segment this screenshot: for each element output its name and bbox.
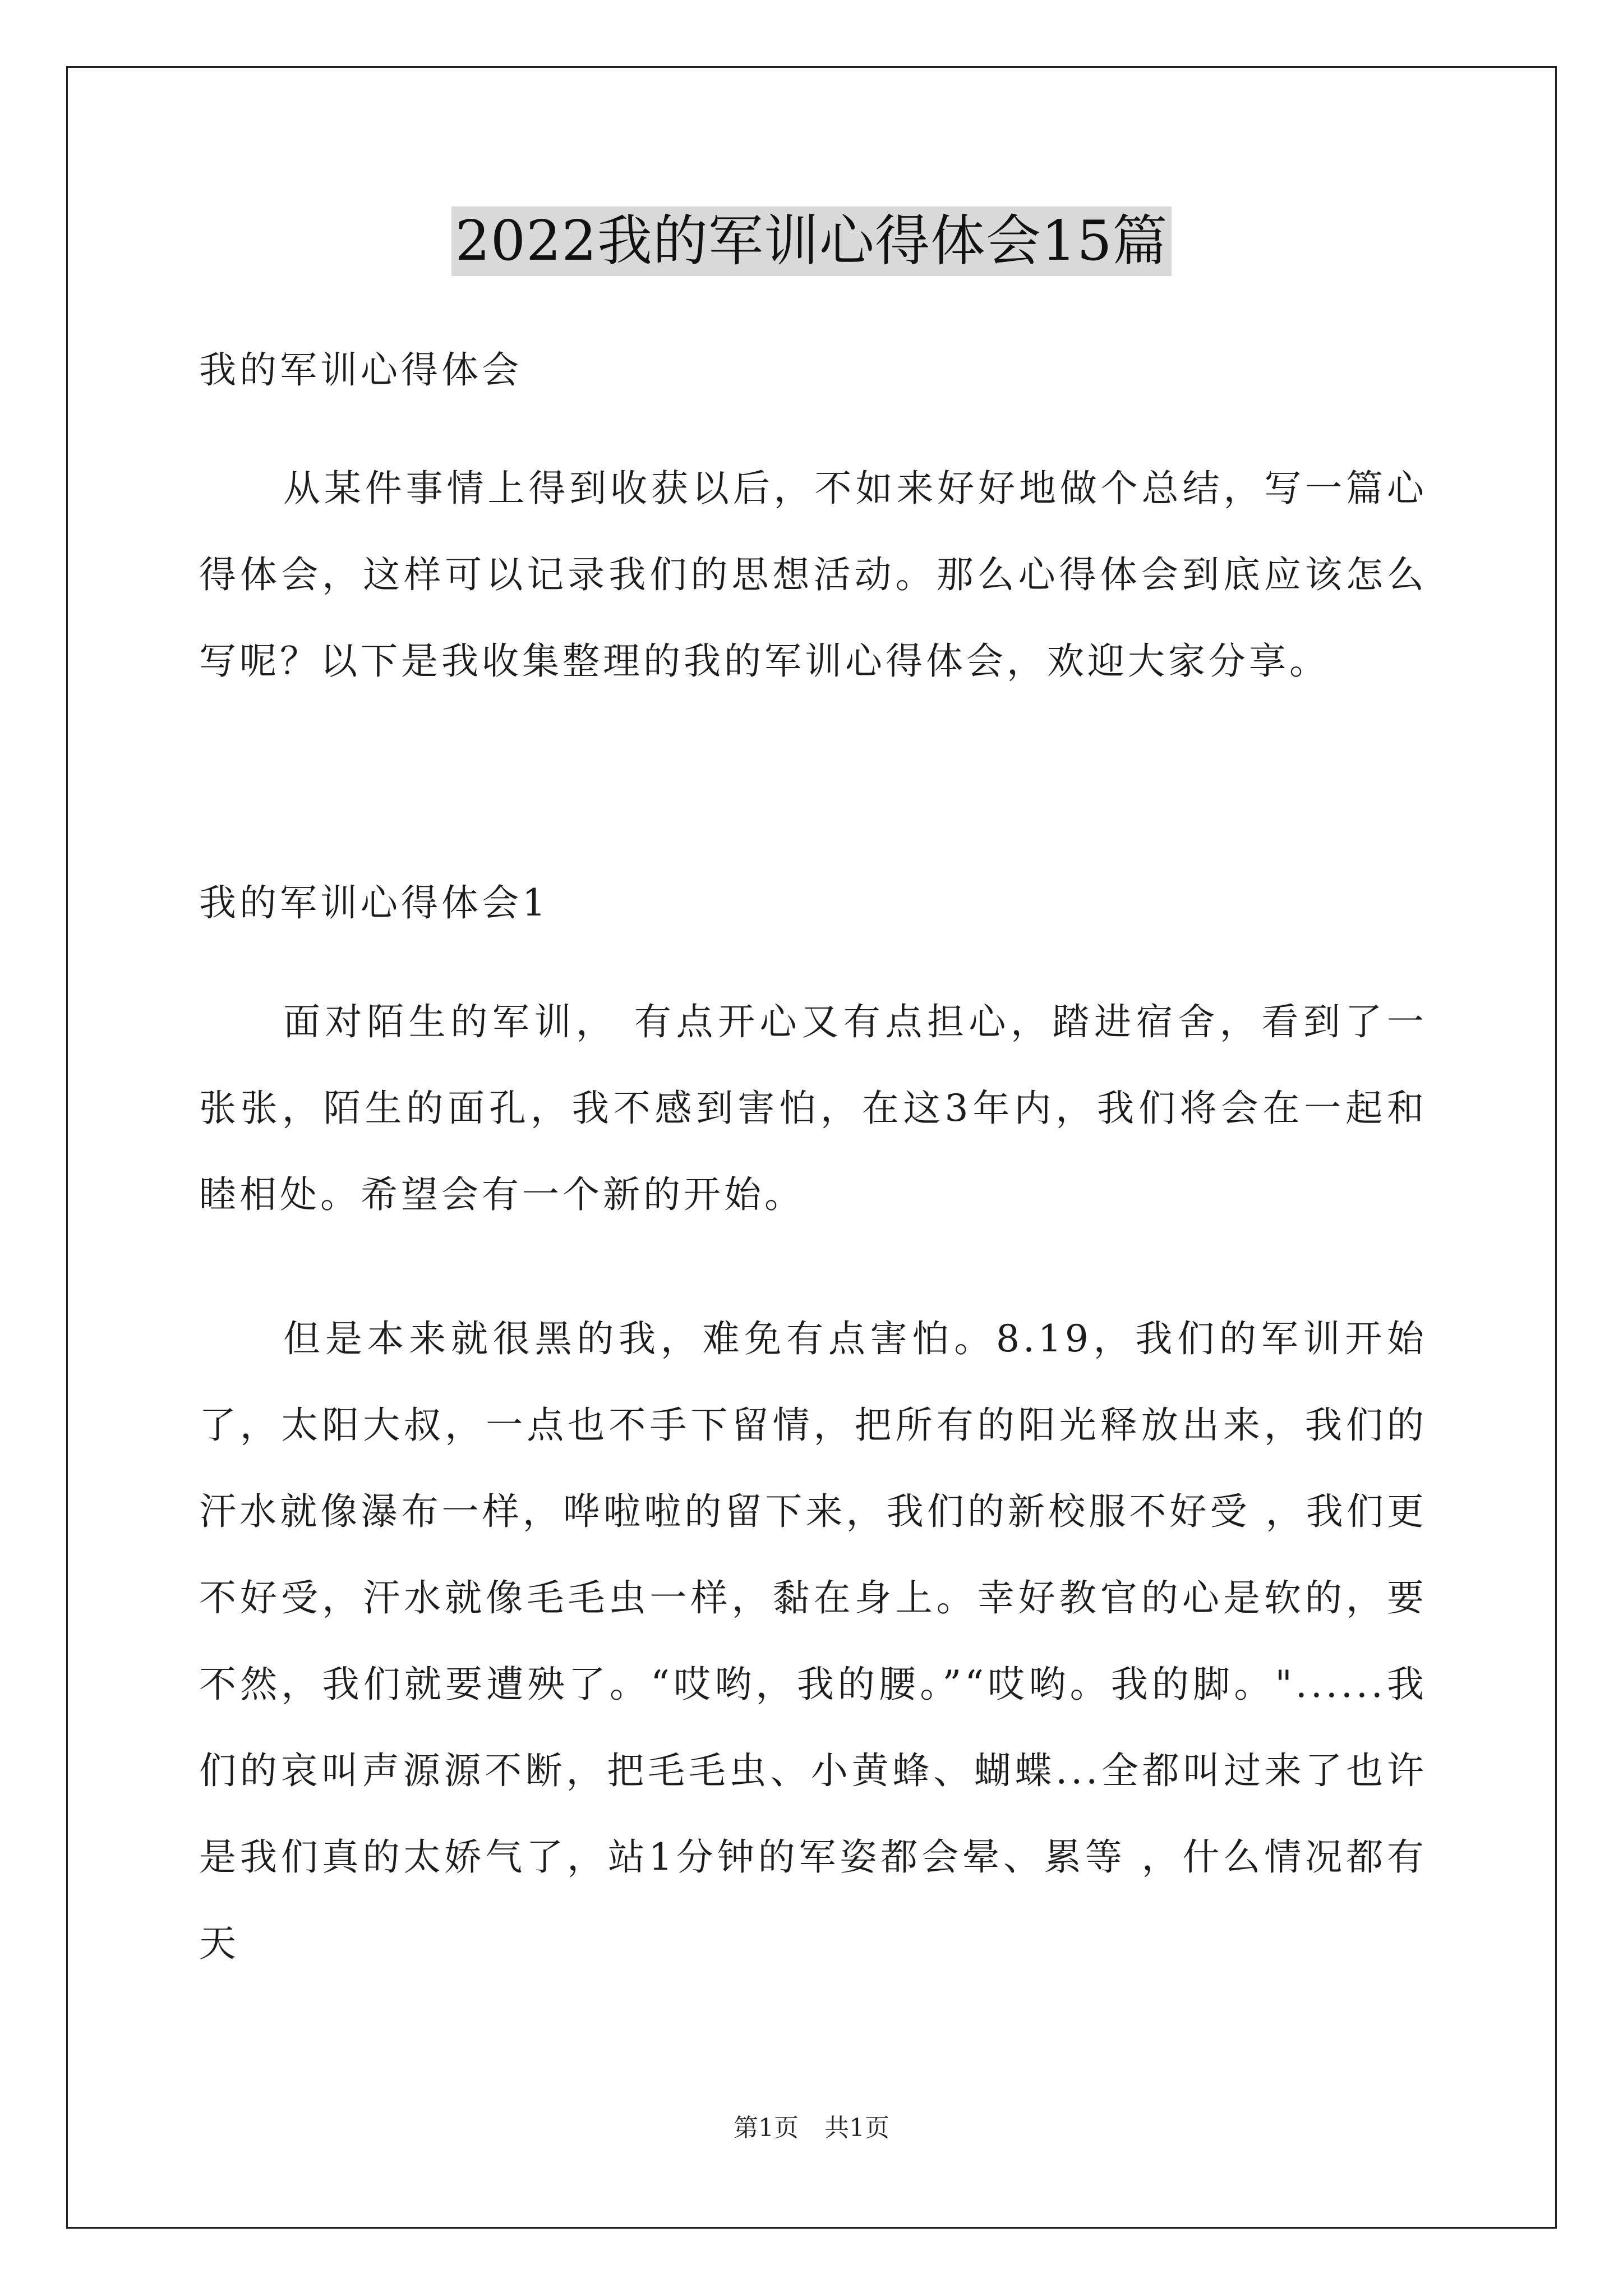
document-title: 2022我的军训心得体会15篇: [451, 206, 1171, 276]
section1-heading: 我的军训心得体会1: [199, 881, 549, 924]
intro-heading: 我的军训心得体会: [199, 348, 522, 392]
intro-paragraph: 从某件事情上得到收获以后，不如来好好地做个总结，写一篇心得体会，这样可以记录我们的思想活动。那么心得体会到底应该怎么写呢？以下是我收集整理的我的军训心得体会，欢迎大家分享。: [199, 467, 1427, 683]
title-wrap: [0, 206, 1623, 276]
page-footer: [0, 2113, 1623, 2144]
page-total: 共1页: [824, 2114, 889, 2142]
section1-paragraph-2: 但是本来就很黑的我，难免有点害怕。8.19，我们的军训开始了，太阳大叔，一点也不手下留情，把所有的阳光释放出来，我们的汗水就像瀑布一样，哗啦啦的留下来，我们的新校服不好受 ，我们更不好受，汗水就像毛毛虫一样，黏在身上。幸好教官的心是软的，要不然，我们就要遭殃了。“哎哟，我的腰。”“哎哟。我的脚。"......我们的哀叫声源源不断，把毛毛虫、小黄蜂、蝴蝶...全都叫过来了也许是我们真的太娇气了，站1分钟的军姿都会晕、累等 ，什么情况都有天: [199, 1317, 1427, 1965]
section1-paragraph-1: 面对陌生的军训， 有点开心又有点担心，踏进宿舍，看到了一张张，陌生的面孔，我不感到害怕，在这3年内，我们将会在一起和睦相处。希望会有一个新的开始。: [199, 1000, 1427, 1216]
page-number: 第1页: [734, 2114, 799, 2142]
